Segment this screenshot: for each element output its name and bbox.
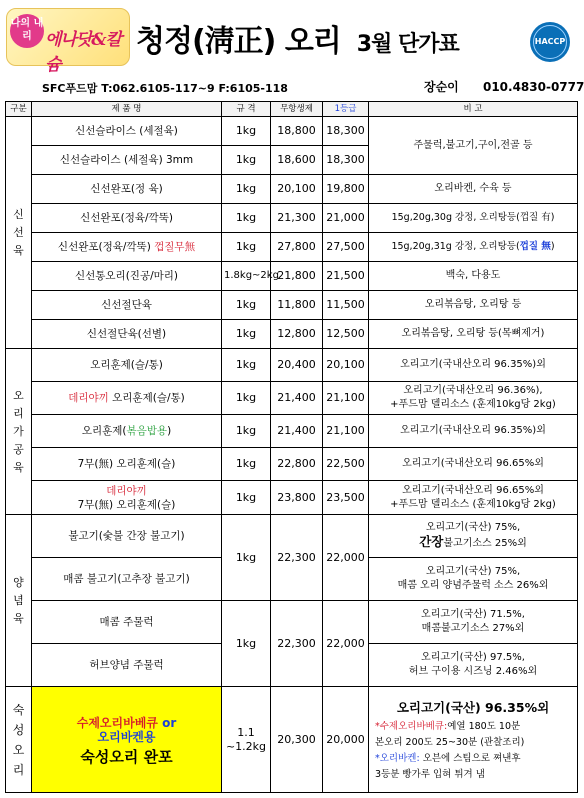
spec-cell: 1kg [222, 233, 271, 262]
note-line: 3등분 빵가루 입혀 튀겨 냄 [375, 768, 485, 780]
price-grade1: 23,500 [323, 481, 369, 515]
note-line: 오리고기(국산) 97.5%, [421, 652, 525, 663]
price-no-antibiotic: 23,800 [271, 481, 323, 515]
note-text: 오븐에 스팀으로 쪄낸후 [419, 752, 521, 764]
spec-cell: 1kg [222, 320, 271, 349]
product-name: 오리훈제(슬/통) [32, 349, 222, 382]
header-product: 제 품 명 [32, 102, 222, 117]
price-no-antibiotic: 21,300 [271, 204, 323, 233]
price-no-antibiotic: 20,300 [271, 687, 323, 793]
category-cell: 오 리 가 공 육 [6, 349, 32, 515]
product-name-highlight: 껍질무無 [154, 241, 196, 253]
haccp-badge-icon: HACCP [530, 22, 570, 62]
spec-cell: 1kg [222, 448, 271, 481]
promo-name-red: 수제오리바베큐 [76, 715, 158, 730]
price-no-antibiotic: 20,100 [271, 175, 323, 204]
table-row [6, 481, 578, 515]
table-row [6, 415, 578, 448]
table-row [6, 687, 578, 793]
price-grade1: 22,000 [323, 601, 369, 687]
spec-cell: 1kg [222, 175, 271, 204]
product-name-text: 오리훈제(슬/통) [108, 392, 185, 404]
table-row [6, 291, 578, 320]
header-grade1: 1등급 [323, 102, 369, 117]
product-name: 허브양념 주물럭 [32, 644, 222, 687]
spec-cell: 1kg [222, 291, 271, 320]
note-cell: 오리볶음탕, 오리탕 등 [369, 291, 578, 320]
note-cell: 주물럭,불고기,구이,전골 등 [369, 117, 578, 175]
product-name-text: 7무(無) 오리훈제(슬) [77, 498, 176, 511]
note-line: 오리고기(국내산오리 96.36%), [403, 385, 543, 396]
spec-cell: 1kg [222, 117, 271, 146]
note-line: 매콤 오리 양념주물럭 소스 26%외 [397, 580, 549, 591]
spec-cell: 1.1 ~1.2kg [222, 687, 271, 793]
promo-or: or [157, 715, 177, 730]
product-name: 신선슬라이스 (세절육) [32, 117, 222, 146]
note-line: 본오리 200도 25~30분 (관찰조리) [375, 736, 525, 748]
note-cell [369, 687, 578, 793]
price-no-antibiotic: 22,300 [271, 515, 323, 601]
note-line: 오리고기(국산) 75%, [425, 522, 521, 533]
spec-cell: 1kg [222, 415, 271, 448]
price-no-antibiotic: 20,400 [271, 349, 323, 382]
note-cell [369, 601, 578, 644]
price-no-antibiotic: 18,600 [271, 146, 323, 175]
product-name-highlight: 데리야끼 [106, 484, 147, 497]
note-mark: * [375, 752, 380, 764]
price-grade1: 11,500 [323, 291, 369, 320]
note-text: 예열 180도 10분 [447, 720, 521, 732]
product-name: 신선절단육(선별) [32, 320, 222, 349]
note-mark: * [375, 720, 380, 732]
table-row [6, 320, 578, 349]
note-cell: 오리고기(국내산오리 96.65%외 [369, 448, 578, 481]
price-grade1: 22,000 [323, 515, 369, 601]
note-line [375, 751, 571, 767]
contact-info [424, 78, 584, 95]
note-cell: 오리볶음탕, 오리탕 등(목뼈제거) [369, 320, 578, 349]
note-text: 불고기소스 25%외 [443, 538, 527, 549]
note-text-end: ) [550, 241, 555, 252]
note-cell [369, 515, 578, 558]
price-grade1: 18,300 [323, 117, 369, 146]
price-grade1: 21,500 [323, 262, 369, 291]
product-name: 신선완포(정육/깍뚝) [32, 204, 222, 233]
table-row [6, 601, 578, 644]
price-no-antibiotic: 22,300 [271, 601, 323, 687]
price-no-antibiotic: 18,800 [271, 117, 323, 146]
price-no-antibiotic: 12,800 [271, 320, 323, 349]
note-text: 15g,20g,31g 강정, 오리탕등( [391, 241, 520, 252]
note-cell [369, 644, 578, 687]
product-name: 신선절단육 [32, 291, 222, 320]
product-name-text: 오리훈제( [81, 425, 127, 437]
note-cell: 오리고기(국내산오리 96.35%)외 [369, 349, 578, 382]
spec-cell: 1kg [222, 601, 271, 687]
title-month: 3월 단가표 [356, 32, 459, 57]
product-name [32, 415, 222, 448]
note-cell [369, 233, 578, 262]
page-title [136, 16, 459, 60]
header [0, 0, 582, 100]
note-line [375, 719, 571, 735]
table-row [6, 175, 578, 204]
note-highlight: 수제오리바베큐: [379, 720, 448, 732]
note-line: 오리고기(국내산오리 96.65%외 [402, 484, 544, 496]
note-cell: 오리고기(국내산오리 96.35%)외 [369, 415, 578, 448]
table-row [6, 448, 578, 481]
price-table [5, 101, 578, 793]
table-row [6, 515, 578, 558]
spec-cell: 1kg [222, 204, 271, 233]
spec-cell: 1kg [222, 146, 271, 175]
note-line: 오리고기(국산) 71.5%, [421, 609, 525, 620]
price-grade1: 21,100 [323, 415, 369, 448]
table-row [6, 262, 578, 291]
product-name: 불고기(숯불 간장 불고기) [32, 515, 222, 558]
product-name: 신선통오리(진공/마리) [32, 262, 222, 291]
table-row [6, 382, 578, 415]
logo-badge: 나의 내리 [10, 14, 44, 48]
table-row [6, 349, 578, 382]
contact-name: 장순이 [424, 80, 459, 94]
promo-product-cell [32, 687, 222, 793]
price-grade1: 21,000 [323, 204, 369, 233]
company-info: SFC푸드맘 T:062.6105-117~9 F:6105-118 [42, 82, 288, 95]
price-no-antibiotic: 21,400 [271, 382, 323, 415]
price-no-antibiotic: 21,800 [271, 262, 323, 291]
note-cell: 오리바켄, 수육 등 [369, 175, 578, 204]
price-no-antibiotic: 21,400 [271, 415, 323, 448]
note-cell [369, 382, 578, 415]
price-grade1: 19,800 [323, 175, 369, 204]
product-name: 7무(無) 오리훈제(슬) [32, 448, 222, 481]
price-grade1: 20,000 [323, 687, 369, 793]
note-cell [369, 558, 578, 601]
contact-phone: 010.4830-0777 [482, 80, 584, 94]
product-name: 신선슬라이스 (세절육) 3mm [32, 146, 222, 175]
price-grade1: 27,500 [323, 233, 369, 262]
category-cell: 숙 성 오 리 [6, 687, 32, 793]
title-main: 청정(淸正) 오리 [136, 24, 341, 59]
note-line [371, 535, 575, 551]
product-name [32, 481, 222, 515]
spec-cell: 1kg [222, 481, 271, 515]
product-name-highlight: 볶음밥용 [126, 425, 168, 437]
header-no-antibiotic: 무항생제 [271, 102, 323, 117]
note-line: 허브 구이용 시즈닝 2.46%외 [408, 666, 538, 677]
product-name: 매콤 주물럭 [32, 601, 222, 644]
product-name-end: ) [167, 425, 172, 437]
price-grade1: 18,300 [323, 146, 369, 175]
price-no-antibiotic: 11,800 [271, 291, 323, 320]
spec-cell: 1kg [222, 515, 271, 601]
price-grade1: 22,500 [323, 448, 369, 481]
note-highlight: 간장 [419, 534, 444, 549]
category-cell: 신 선 육 [6, 117, 32, 349]
spec-cell: 1.8kg~2kg [222, 262, 271, 291]
note-line: 매콤불고기소스 27%외 [421, 623, 525, 634]
category-cell: 양 념 육 [6, 515, 32, 687]
price-grade1: 20,100 [323, 349, 369, 382]
note-cell [369, 481, 578, 515]
note-cell: 15g,20g,30g 강정, 오리탕등(껍질 有) [369, 204, 578, 233]
promo-name-blue: 오리바켄용 [97, 729, 156, 744]
product-name-highlight: 데리야끼 [68, 392, 109, 404]
table-row [6, 117, 578, 146]
spec-cell: 1kg [222, 382, 271, 415]
promo-product-name: 숙성오리 완포 [80, 747, 173, 766]
product-name-text: 신선완포(정육/깍뚝) [57, 241, 151, 253]
note-line: 오리고기(국산) 75%, [425, 566, 521, 577]
note-line: +푸드맘 델리소스 (훈제10kg당 2kg) [390, 498, 556, 510]
table-header-row [6, 102, 578, 117]
promo-line [34, 716, 219, 730]
price-grade1: 21,100 [323, 382, 369, 415]
price-no-antibiotic: 22,800 [271, 448, 323, 481]
note-heading: 오리고기(국산) 96.35%외 [396, 699, 550, 715]
header-spec: 규 격 [222, 102, 271, 117]
product-name: 신선완포(정 육) [32, 175, 222, 204]
note-highlight: 껍질 無 [519, 241, 551, 252]
spec-cell: 1kg [222, 349, 271, 382]
header-category: 구분 [6, 102, 32, 117]
price-grade1: 12,500 [323, 320, 369, 349]
brand-logo [6, 8, 130, 75]
price-no-antibiotic: 27,800 [271, 233, 323, 262]
header-note: 비 고 [369, 102, 578, 117]
product-name: 매콤 불고기(고추장 불고기) [32, 558, 222, 601]
product-name [32, 382, 222, 415]
note-highlight: 오리바켄: [379, 752, 420, 764]
table-row [6, 204, 578, 233]
table-row [6, 233, 578, 262]
note-line: +푸드맘 델리소스 (훈제10kg당 2kg) [390, 399, 556, 410]
product-name [32, 233, 222, 262]
logo-wordmark: 에나닷&칼슘 [45, 30, 122, 75]
note-cell: 백숙, 다용도 [369, 262, 578, 291]
